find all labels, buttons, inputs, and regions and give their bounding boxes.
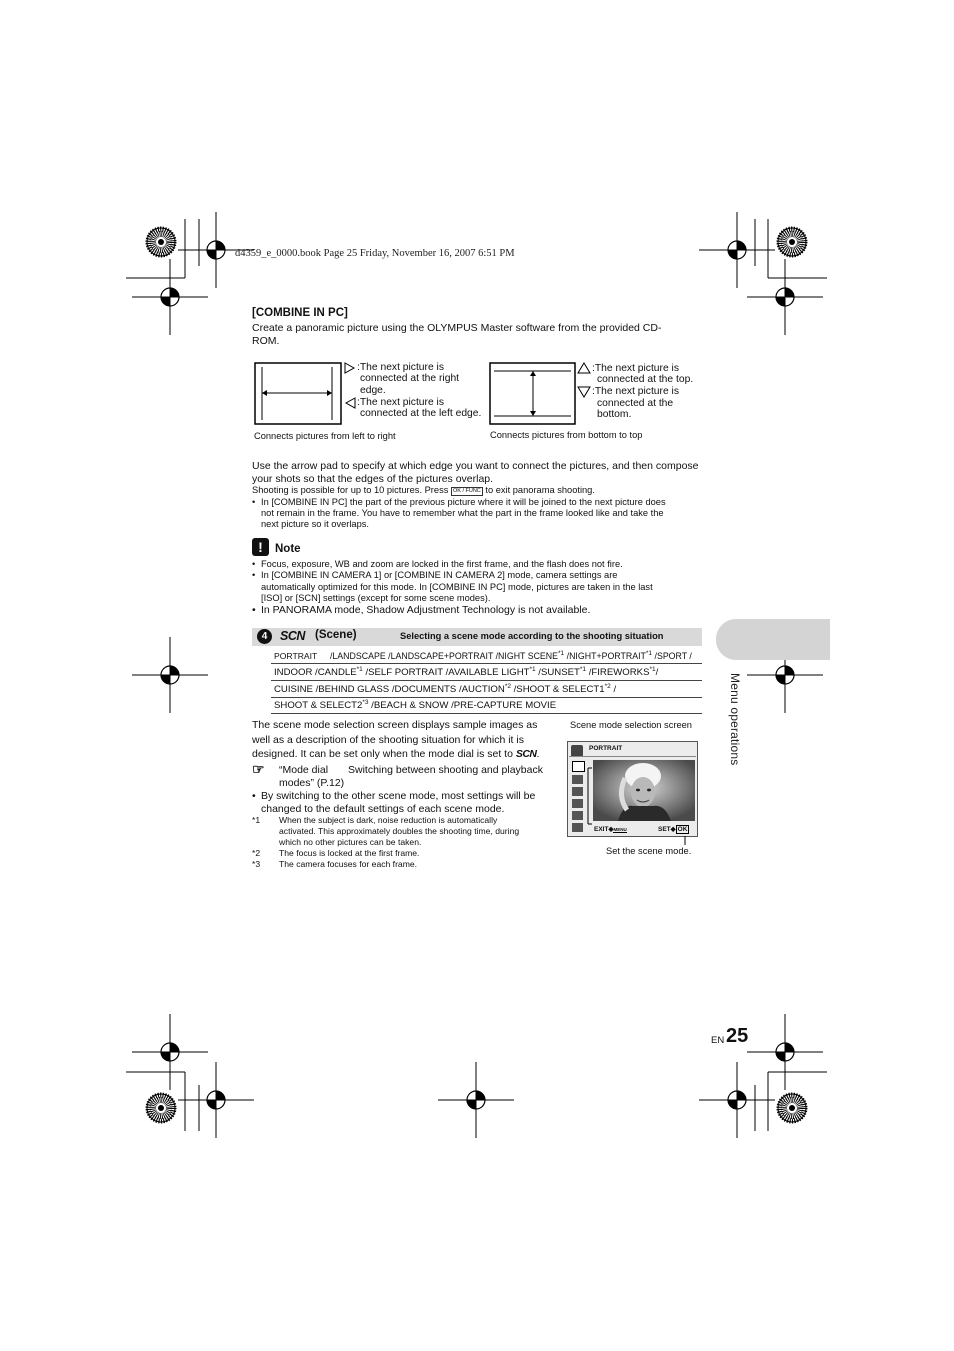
footnote-3: The camera focuses for each frame. (279, 859, 418, 869)
diagram-left-text-1: :The next picture is (357, 397, 444, 408)
diagram-bottom-text-1: :The next picture is (592, 386, 679, 397)
language-label: EN (711, 1035, 725, 1046)
footnote-ref: *2 (504, 683, 511, 690)
footnote-ref: *3 (362, 699, 369, 706)
shooting-limit-b: to exit panorama shooting. (485, 485, 595, 495)
scene-label: (Scene) (315, 629, 357, 641)
diagram-bottom-to-top (489, 362, 577, 426)
page-number: 25 (726, 1025, 749, 1047)
ref-switching: Switching between shooting and playback (348, 764, 543, 776)
footnote-ref: *1 (356, 666, 363, 673)
scene-row-4-text: /BEACH & SNOW /PRE-CAPTURE MOVIE (368, 700, 557, 711)
diagram-top-text-2: connected at the top. (597, 374, 694, 385)
scene-portrait: PORTRAIT (274, 651, 318, 661)
diagram-right-text-1: :The next picture is (357, 362, 444, 373)
arrow-right-icon (344, 362, 356, 374)
scene-row-1-text: /LANDSCAPE /LANDSCAPE+PORTRAIT /NIGHT SCENE (329, 651, 559, 661)
bullet-dot: • (252, 790, 256, 802)
scene-row-3-text: CUISINE /BEHIND GLASS /DOCUMENTS /AUCTION (274, 684, 505, 695)
note-item-2a: In [COMBINE IN CAMERA 1] or [COMBINE IN CAMERA 2] mode, camera settings are (261, 570, 618, 580)
footnote-2: The focus is locked at the first frame. (279, 848, 420, 858)
section-title-combine: [COMBINE IN PC] (252, 307, 348, 319)
screen-exit: EXIT◆MENU (594, 826, 627, 833)
footnote-ref: *1 (529, 666, 536, 673)
scene-bullet-a: By switching to the other scene mode, most settings will be (261, 790, 536, 802)
diagram-left-text-2: connected at the left edge. (360, 408, 482, 419)
scn-icon: SCN (280, 629, 305, 643)
scene-desc-2: well as a description of the shooting situation for which it is (252, 734, 524, 746)
file-header: d4359_e_0000.book Page 25 Friday, November 16, 2007 6:51 PM (235, 248, 515, 259)
scene-row-2-text: /SUNSET (535, 667, 580, 678)
diagram-bottom-text-2: connected at the (597, 398, 674, 409)
note-item-3: In PANORAMA mode, Shadow Adjustment Technology is not available. (261, 604, 591, 616)
scene-row-1-text: /SPORT / (652, 651, 692, 661)
scn-mode-icon: SCN (515, 748, 537, 760)
diagram-left-caption: Connects pictures from left to right (254, 431, 396, 441)
scene-row-2-text: INDOOR /CANDLE (274, 667, 357, 678)
screen-set-label: SET (658, 826, 671, 833)
scene-row-4-text: SHOOT & SELECT2 (274, 700, 363, 711)
scene-desc-3-text: designed. It can be set only when the mode dial is set to (252, 748, 513, 760)
bullet-dot: • (252, 497, 256, 507)
diagram-right-text-2: connected at the right (360, 373, 460, 384)
diagram-right-text-3: edge. (360, 385, 386, 396)
bullet-dot: • (252, 570, 256, 580)
reference-icon: ☞ (252, 761, 265, 777)
footnote-2-mark: *2 (252, 848, 261, 858)
screen-title: PORTRAIT (589, 745, 623, 752)
scene-row-3 (271, 681, 702, 698)
note-icon: ! (252, 538, 269, 556)
set-scene-caption: Set the scene mode. (606, 846, 692, 856)
ok-func-button-icon: OK / FUNC (452, 488, 481, 494)
chapter-tab (716, 619, 830, 660)
diagram-bottom-text-3: bottom. (597, 409, 632, 420)
scene-row-2-text: / (655, 667, 659, 678)
scene-icon (572, 823, 583, 832)
scene-row-2-text: /FIREWORKS (586, 667, 650, 678)
scene-desc-1: The scene mode selection screen displays sample images as (252, 719, 538, 731)
scene-row-1 (271, 648, 702, 664)
scene-row-3-text: /SHOOT & SELECT1 (510, 684, 605, 695)
note-title: Note (275, 543, 301, 555)
bullet-dot: • (252, 604, 256, 616)
footnote-ref: *1 (649, 666, 656, 673)
scene-row-4 (271, 698, 702, 714)
scene-icon (572, 775, 583, 784)
combine-intro-1: Create a panoramic picture using the OLYMPUS Master software from the provided CD- (252, 322, 662, 334)
shooting-limit (252, 485, 595, 497)
combine-body-2: your shots so that the edges of the pictures overlap. (252, 473, 494, 485)
diagram-right-caption: Connects pictures from bottom to top (490, 430, 643, 440)
arrow-up-icon (577, 362, 591, 374)
scene-icon (572, 799, 583, 808)
combine-bullet-2: not remain in the frame. You have to remember what the part in the frame looked like and take the (261, 508, 664, 518)
screen-set: SET◆ OK (658, 826, 688, 833)
menu-button-icon: MENU (613, 827, 627, 832)
ok-button-icon: OK (677, 826, 688, 833)
combine-body-1: Use the arrow pad to specify at which edge you want to connect the pictures, and then compose (252, 460, 699, 472)
scene-icon (572, 811, 583, 820)
shooting-limit-a: Shooting is possible for up to 10 pictures. Press (252, 485, 449, 495)
screen-caption: Scene mode selection screen (570, 720, 692, 730)
diagram-top-text-1: :The next picture is (592, 363, 679, 374)
arrow-down-icon (577, 386, 591, 398)
scene-row-3-text: / (610, 684, 617, 695)
chapter-label (722, 673, 748, 783)
scene-row-1-text: /NIGHT+PORTRAIT (564, 651, 646, 661)
scene-row-2-text: /SELF PORTRAIT /AVAILABLE LIGHT (362, 667, 530, 678)
scene-icon-list (572, 761, 585, 833)
scene-desc-3: designed. It can be set only when the mode dial is set to SCN. (252, 748, 540, 760)
scene-bullet-b: changed to the default settings of each scene mode. (261, 803, 505, 815)
step-number-badge: 4 (257, 629, 272, 644)
footnote-1b: activated. This approximately doubles the shooting time, during (279, 826, 520, 836)
combine-intro-2: ROM. (252, 335, 280, 347)
callout-lines (586, 760, 686, 846)
note-item-2b: automatically optimized for this mode. In [COMBINE IN PC] mode, pictures are taken in the last (261, 582, 653, 592)
footnote-ref: *2 (604, 683, 611, 690)
scene-icon-portrait (572, 761, 585, 772)
arrow-left-icon (344, 397, 356, 409)
scene-description: Selecting a scene mode according to the shooting situation (400, 631, 664, 641)
footnote-ref: *1 (558, 650, 565, 657)
footnote-ref: *1 (579, 666, 587, 673)
footnote-3-mark: *3 (252, 859, 261, 869)
note-item-1: Focus, exposure, WB and zoom are locked in the first frame, and the flash does not fire. (261, 559, 623, 569)
bullet-dot: • (252, 559, 256, 569)
diagram-left-to-right (254, 362, 344, 426)
note-item-2c: [ISO] or [SCN] settings (except for some scene modes). (261, 593, 491, 603)
screen-exit-label: EXIT (594, 826, 609, 833)
ref-page: modes” (P.12) (279, 777, 345, 789)
footnote-ref: *1 (645, 650, 653, 657)
footnote-1-mark: *1 (252, 815, 261, 825)
combine-bullet-3: next picture so it overlaps. (261, 519, 369, 529)
footnote-1c: which no other pictures can be taken. (279, 837, 422, 847)
combine-bullet-1: In [COMBINE IN PC] the part of the previous picture where it will be joined to the next picture does (261, 497, 666, 507)
scene-row-2 (271, 664, 702, 681)
chapter-label-text: Menu operations (728, 673, 742, 766)
ref-mode-dial: “Mode dial (279, 764, 329, 776)
footnote-1a: When the subject is dark, noise reduction is automatically (279, 815, 498, 825)
scene-icon (572, 787, 583, 796)
